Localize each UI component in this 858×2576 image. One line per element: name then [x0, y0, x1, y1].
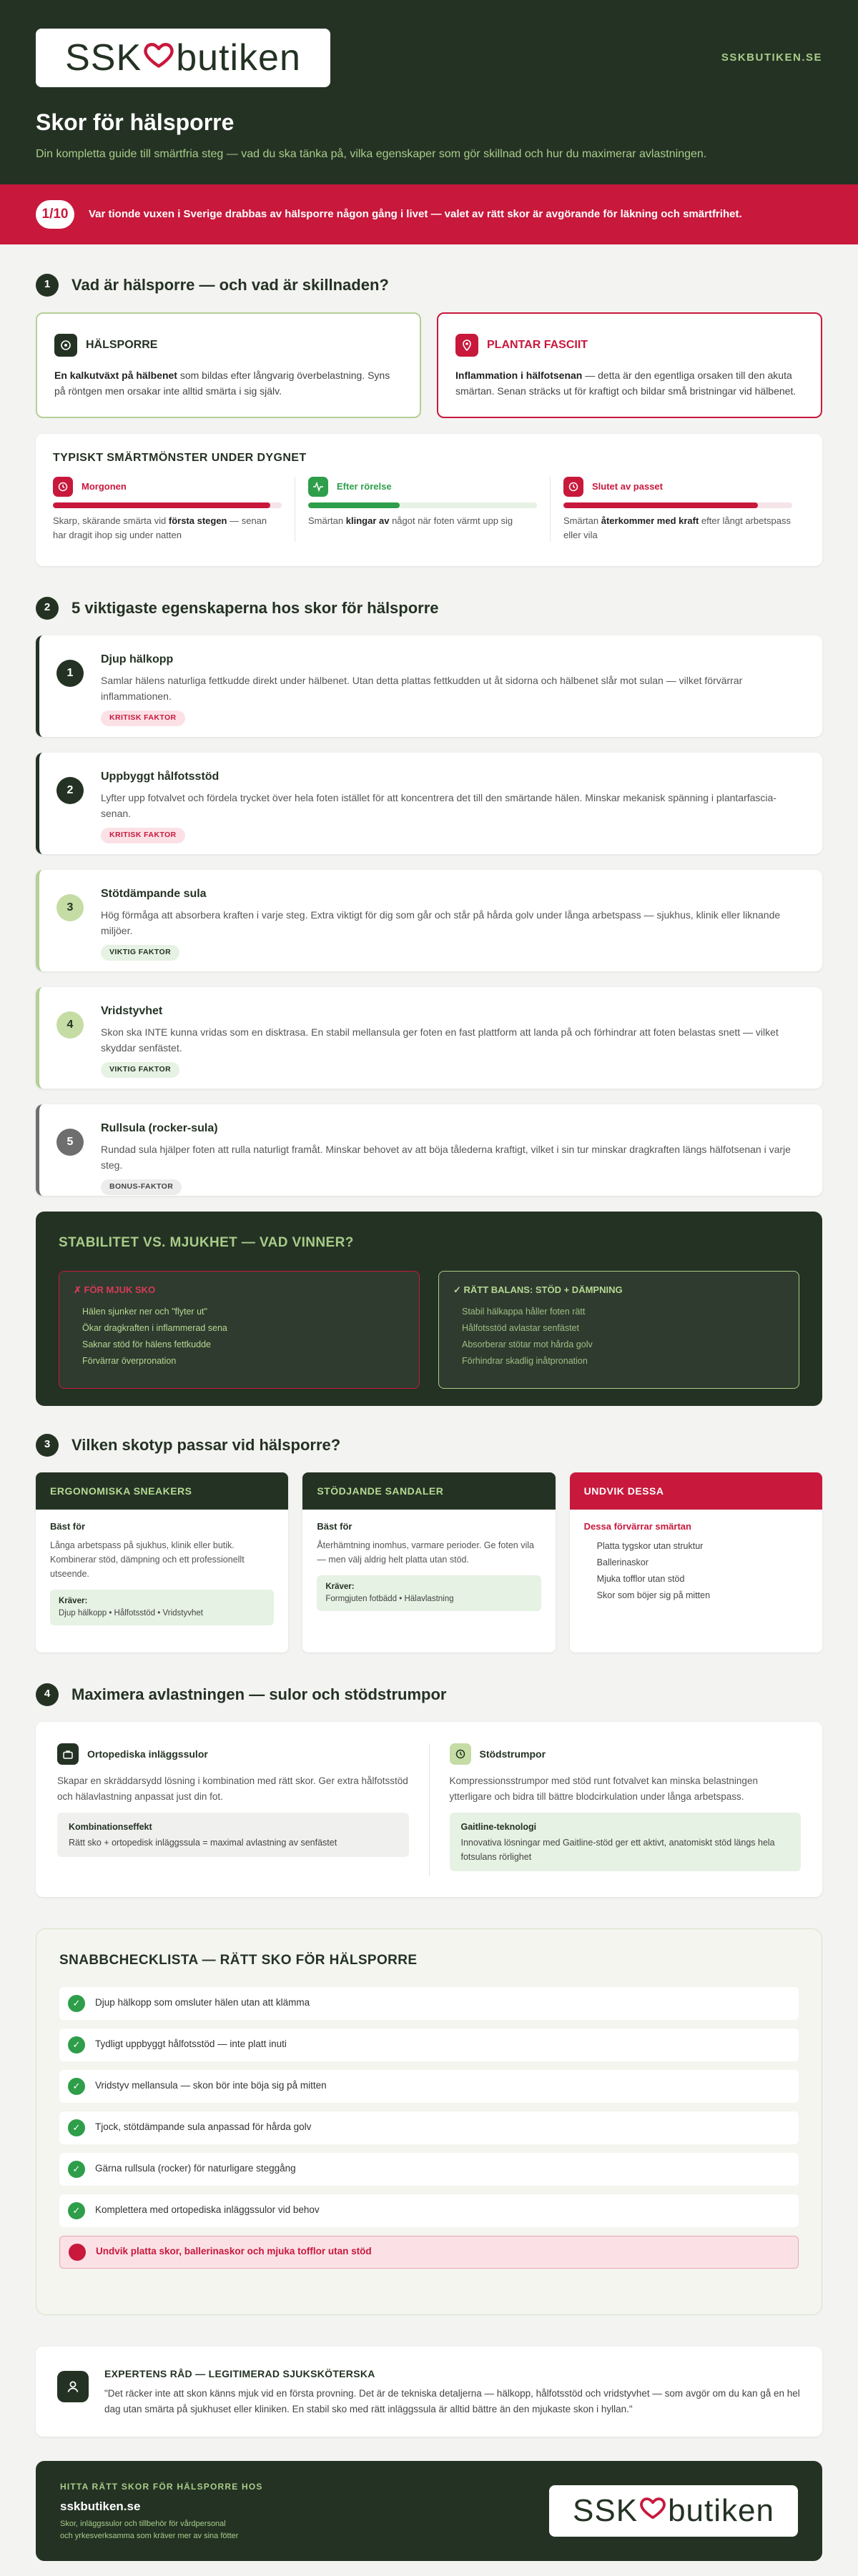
section-number: 1 — [36, 274, 59, 297]
list-item: Platta tygskor utan struktur — [596, 1540, 704, 1551]
box-bold: Inflammation i hälfotsenan — [455, 370, 583, 381]
box-bold: En kalkutväxt på hälbenet — [54, 370, 177, 381]
list-item: Ballerinaskor — [596, 1557, 649, 1567]
gaitline-note: Gaitline-teknologi Innovativa lösningar med Gaitline-stöd ger ett aktivt, anatomiskt stöd längs hela fotsulans rörlighet — [450, 1813, 802, 1871]
section-title: 5 viktigaste egenskaperna hos skor för hälsporre — [72, 599, 439, 617]
phase-label: Efter rörelse — [337, 481, 392, 492]
list-item: Ökar dragkraften i inflammerad sena — [82, 1323, 227, 1334]
list-item: Mjuka tofflor utan stöd — [596, 1573, 685, 1584]
brand-logo[interactable]: SSK butiken — [36, 29, 330, 87]
x-icon: ✕ — [69, 2244, 86, 2261]
feature-text: Skon ska INTE kunna vridas som en disktrasa. En stabil mellansula ger foten en fast plattform att landa på och förhindrar att foten belastas snett — vilket skyddar senfästet. — [101, 1026, 779, 1054]
pain-level-bar — [308, 502, 537, 508]
check-icon: ✓ — [68, 1995, 85, 2012]
feature-card — [36, 635, 822, 737]
priority-tag: BONUS-FAKTOR — [101, 1179, 182, 1195]
column-title: Stödstrumpor — [479, 1748, 546, 1760]
list-item: Skor som böjer sig på mitten — [596, 1590, 711, 1600]
feature-number: 1 — [56, 660, 84, 687]
feature-text: Lyfter upp fotvalvet och fördela trycket över hela foten istället för att koncentrera det till den smärtande hälen. Minskar mekanisk spänning i plantarfascia-senan. — [101, 792, 776, 820]
statistic-banner — [0, 184, 858, 244]
shoe-type-sneakers — [36, 1472, 288, 1653]
shoe-type-sandals — [302, 1472, 555, 1653]
check-icon: ✓ — [68, 2036, 85, 2054]
expert-advice-card — [36, 2347, 822, 2437]
too-soft-column — [59, 1271, 420, 1389]
column-title: ✗ FÖR MJUK SKO — [74, 1284, 156, 1295]
right-balance-column — [438, 1271, 799, 1389]
clock-icon — [563, 477, 583, 497]
column-text: Kompressionsstrumpor med stöd runt fotvalvet kan minska belastningen ytterligare och bidra till bättre blodcirkulation under långa arbetspass. — [449, 1775, 758, 1802]
location-pin-icon — [455, 334, 478, 357]
list-item: Absorberar stötar mot hårda golv — [462, 1339, 593, 1350]
expert-quote: "Det räcker inte att skon känns mjuk vid en första provning. Det är de tekniska detaljerna — hälkopp, hålfotsstöd och vridstyvhet — som avgör om du kan gå en hel dag utan smärta på sjukhuset eller kliniken. En stabil sko med rätt inläggssula är alltid bättre än den mjukaste skon i hyllan." — [104, 2388, 800, 2414]
section-title: Vad är hälsporre — och vad är skillnaden? — [72, 276, 389, 294]
stockings-column — [429, 1743, 802, 1876]
card-header: ERGONOMISKA SNEAKERS — [36, 1472, 288, 1510]
phase-label: Slutet av passet — [592, 481, 663, 492]
clock-icon — [450, 1743, 471, 1765]
card-text: Återhämtning inomhus, varmare perioder. Ge foten vila — men välj aldrig helt platta utan stöd. — [317, 1540, 534, 1565]
pain-level-bar — [53, 502, 282, 508]
box-text: — detta är den egentliga orsaken till den akuta smärtan. Senan sträcks ut för kraftigt och bildar små bristningar vid hälbenet. — [455, 370, 797, 397]
feature-card — [36, 987, 822, 1089]
feature-title: Rullsula (rocker-sula) — [101, 1122, 218, 1134]
shield-dot-icon — [54, 334, 77, 357]
page-footer — [36, 2461, 822, 2561]
shoe-type-cards — [36, 1472, 822, 1653]
feature-card — [36, 753, 822, 854]
checklist-item: ✓ Tydligt uppbyggt hålfotsstöd — inte platt inuti — [59, 2028, 799, 2061]
combination-note: Kombinationseffekt Rätt sko + ortopedisk inläggssula = maximal avlastning av senfästet — [57, 1813, 409, 1857]
column-title: Ortopediska inläggssulor — [87, 1748, 208, 1760]
footer-site-link[interactable]: sskbutiken.se — [60, 2499, 141, 2513]
shoe-type-avoid — [570, 1472, 822, 1653]
pulse-icon — [308, 477, 328, 497]
halsporre-box — [36, 312, 421, 418]
section-1-heading — [36, 273, 822, 297]
card-subtitle: Bäst för — [317, 1521, 352, 1532]
checklist-item: ✓ Vridstyv mellansula — skon bör inte böja sig på mitten — [59, 2070, 799, 2103]
footer-logo[interactable]: SSK butiken — [549, 2485, 798, 2537]
section-number: 3 — [36, 1434, 59, 1457]
box-text: som bildas efter långvarig överbelastning. Syns på röntgen men orsakar inte alltid smärta i sig själv. — [54, 370, 390, 397]
footer-description: och yrkesverksamma som kräver mer av sina fötter — [60, 2531, 239, 2540]
clock-icon — [53, 477, 73, 497]
check-icon: ✓ — [68, 2119, 85, 2136]
pain-phase-morning: Morgonen Skarp, skärande smärta vid första stegen — senan har dragit ihop sig under natten — [53, 477, 295, 542]
priority-tag: VIKTIG FAKTOR — [101, 1062, 179, 1078]
checklist-warning: ✕ Undvik platta skor, ballerinaskor och mjuka tofflor utan stöd — [59, 2236, 799, 2269]
stability-title: STABILITET VS. MJUKHET — VAD VINNER? — [59, 1235, 354, 1250]
card-header: UNDVIK DESSA — [570, 1472, 822, 1510]
check-icon: ✓ — [68, 2161, 85, 2178]
card-header: STÖDJANDE SANDALER — [302, 1472, 555, 1510]
section-4-heading — [36, 1683, 822, 1706]
section-title: Maximera avlastningen — sulor och stödstrumpor — [72, 1685, 447, 1703]
insoles-column — [57, 1743, 409, 1876]
checklist-item: ✓ Gärna rullsula (rocker) för naturligare steggång — [59, 2153, 799, 2186]
pain-level-bar — [563, 502, 792, 508]
list-item: Hälen sjunker ner och "flyter ut" — [82, 1307, 207, 1317]
priority-tag: KRITISK FAKTOR — [101, 828, 185, 843]
statistic-badge: 1/10 — [36, 200, 74, 229]
list-item: Hålfotsstöd avlastar senfästet — [462, 1323, 579, 1334]
plantar-fasciit-box — [437, 312, 822, 418]
card-text: Långa arbetspass på sjukhus, klinik eller butik. Kombinerar stöd, dämpning och ett professionellt utseende. — [50, 1540, 245, 1579]
checklist-item: ✓ Djup hälkopp som omsluter hälen utan att klämma — [59, 1987, 799, 2020]
statistic-text: Var tionde vuxen i Sverige drabbas av hälsporre någon gång i livet — valet av rätt skor är avgörande för läkning och smärtfrihet. — [89, 207, 742, 220]
site-url-link[interactable]: SSKBUTIKEN.SE — [721, 51, 822, 64]
phase-label: Morgonen — [82, 481, 127, 492]
column-title: ✓ RÄTT BALANS: STÖD + DÄMPNING — [453, 1284, 623, 1295]
list-item: Förhindrar skadlig inåtpronation — [462, 1356, 588, 1367]
user-icon — [57, 2371, 89, 2402]
section-3-heading — [36, 1433, 822, 1457]
box-title: HÄLSPORRE — [86, 339, 158, 351]
pain-phase-movement: Efter rörelse Smärtan klingar av något när foten värmt upp sig — [295, 477, 550, 542]
box-title: PLANTAR FASCIIT — [487, 339, 588, 351]
relief-card — [36, 1722, 822, 1897]
list-item: Stabil hälkappa håller foten rätt — [462, 1307, 586, 1317]
pain-pattern-card — [36, 434, 822, 566]
feature-title: Djup hälkopp — [101, 653, 174, 665]
feature-text: Samlar hälens naturliga fettkudde direkt under hälbenet. Utan detta plattas fettkudden ut åt sidorna och hälbenet slår mot sulan — vilket förvärrar inflammationen. — [101, 675, 743, 703]
section-number: 2 — [36, 597, 59, 620]
checklist-item: ✓ Tjock, stötdämpande sula anpassad för hårda golv — [59, 2111, 799, 2144]
checklist-item: ✓ Komplettera med ortopediska inläggssulor vid behov — [59, 2194, 799, 2227]
priority-tag: VIKTIG FAKTOR — [101, 945, 179, 961]
heart-icon — [143, 30, 174, 86]
feature-card — [36, 870, 822, 971]
section-title: Vilken skotyp passar vid hälsporre? — [72, 1436, 341, 1454]
card-subtitle: Bäst för — [50, 1521, 86, 1532]
section-2-heading — [36, 596, 822, 620]
priority-tag: KRITISK FAKTOR — [101, 710, 185, 726]
footer-kicker: HITTA RÄTT SKOR FÖR HÄLSPORRE HOS — [60, 2481, 263, 2492]
feature-text: Hög förmåga att absorbera kraften i varje steg. Extra viktigt för dig som går och står på hårda golv under långa arbetspass — sjukhus, klinik eller liknande miljöer. — [101, 909, 781, 937]
stability-panel — [36, 1212, 822, 1406]
definition-boxes — [36, 312, 822, 418]
page-title: Skor för hälsporre — [36, 109, 235, 135]
expert-title: EXPERTENS RÅD — LEGITIMERAD SJUKSKÖTERSKA — [104, 2368, 375, 2379]
check-icon: ✓ — [68, 2202, 85, 2219]
feature-title: Uppbyggt hålfotsstöd — [101, 771, 220, 783]
quick-checklist — [36, 1928, 822, 2315]
footer-description: Skor, inläggssulor och tillbehör för vårdpersonal — [60, 2520, 226, 2529]
feature-number: 4 — [56, 1011, 84, 1039]
page-header — [0, 0, 858, 184]
feature-text: Rundad sula hjälper foten att rulla naturligt framåt. Minskar behovet av att böja tålederna kraftigt, vilket i sin tur minskar dragkraften längs hälfotsenan i varje steg. — [101, 1144, 791, 1171]
list-item: Förvärrar överpronation — [82, 1356, 177, 1367]
feature-title: Vridstyvhet — [101, 1005, 163, 1017]
heart-icon — [639, 2487, 666, 2535]
card-subtitle: Dessa förvärrar smärtan — [583, 1521, 691, 1532]
feature-title: Stötdämpande sula — [101, 888, 207, 900]
checklist-title: SNABBCHECKLISTA — RÄTT SKO FÖR HÄLSPORRE — [59, 1953, 418, 1968]
requirements-box: Kräver: Djup hälkopp • Hålfotsstöd • Vridstyvhet — [50, 1590, 274, 1626]
pain-phase-end: Slutet av passet Smärtan återkommer med kraft efter långt arbetspass eller vila — [550, 477, 805, 542]
requirements-box: Kräver: Formgjuten fotbädd • Hälavlastning — [317, 1575, 541, 1612]
pain-pattern-title: TYPISKT SMÄRTMÖNSTER UNDER DYGNET — [53, 452, 307, 464]
page-subtitle: Din kompletta guide till smärtfria steg — vad du ska tänka på, vilka egenskaper som gör skillnad och hur du maximerar avlastningen. — [36, 148, 707, 161]
check-icon: ✓ — [68, 2078, 85, 2095]
feature-number: 3 — [56, 894, 84, 921]
column-text: Skapar en skräddarsydd lösning i kombination med rätt skor. Ger extra hålfotsstöd och hälavlastning anpassat just din fot. — [57, 1775, 408, 1802]
list-item: Saknar stöd för hälens fettkudde — [82, 1339, 211, 1350]
feature-card — [36, 1104, 822, 1196]
briefcase-icon — [57, 1743, 79, 1765]
feature-number: 2 — [56, 777, 84, 804]
feature-number: 5 — [56, 1129, 84, 1156]
section-number: 4 — [36, 1683, 59, 1706]
